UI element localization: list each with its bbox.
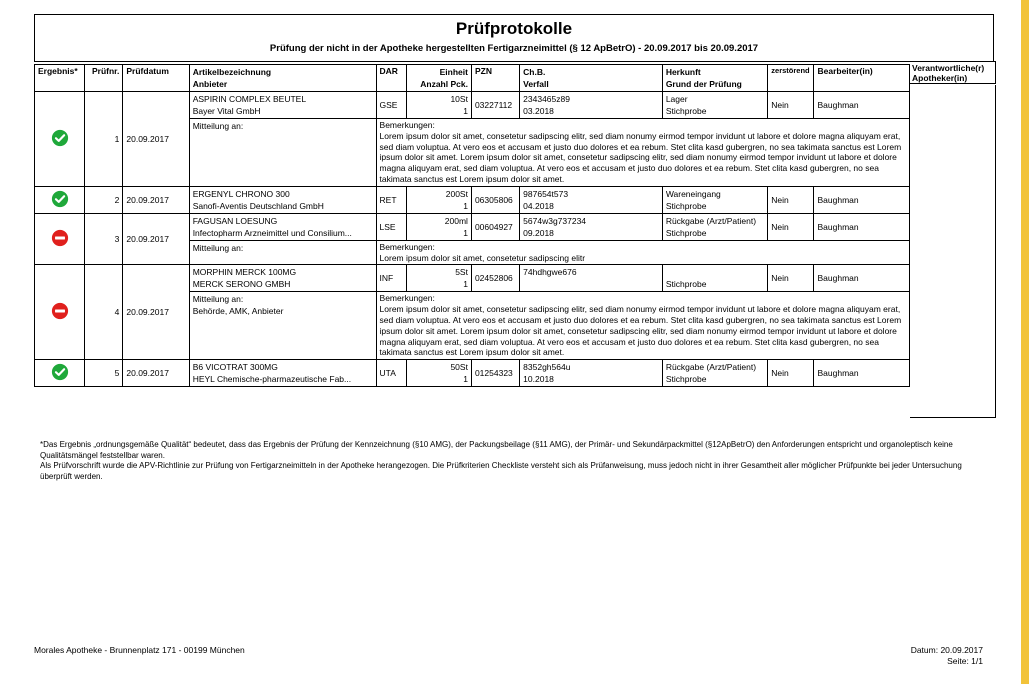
charge-cell: 74hdhgwe676 — [520, 265, 663, 292]
pruefnr-cell: 5 — [85, 360, 123, 387]
bearbeiter-cell: Baughman — [814, 265, 910, 292]
col-charge: Ch.B. Verfall — [520, 65, 663, 92]
zerstoerend-cell: Nein — [768, 265, 814, 292]
table-row — [35, 360, 910, 387]
check-circle-icon — [51, 139, 69, 149]
charge-cell: 987654t573 04.2018 — [520, 186, 663, 213]
check-circle-icon — [51, 373, 69, 383]
herkunft-cell: Lager Stichprobe — [662, 92, 767, 119]
einheit-cell: 50St 1 — [406, 360, 471, 387]
bemerkungen-label: Bemerkungen: — [379, 120, 435, 130]
pruefnr-cell: 2 — [85, 186, 123, 213]
bearbeiter-cell: Baughman — [814, 360, 910, 387]
artikel-name: ASPIRIN COMPLEX BEUTEL — [192, 94, 307, 104]
footer-date: Datum: 20.09.2017 — [910, 645, 983, 655]
pruefdatum-cell: 20.09.2017 — [123, 213, 189, 265]
bemerkungen-label: Bemerkungen: — [379, 293, 435, 304]
artikel-name: FAGUSAN LOESUNG — [192, 215, 278, 226]
artikel-name: ERGENYL CHRONO 300 — [192, 188, 290, 199]
col-pruefnr: Prüfnr. — [85, 65, 123, 92]
pruefdatum-cell: 20.09.2017 — [123, 360, 189, 387]
col-dar: DAR — [376, 65, 406, 92]
col-herkunft: Herkunft Grund der Prüfung — [662, 65, 767, 92]
pzn-cell: 01254323 — [471, 360, 519, 387]
col-verantwortlich: Verantwortliche(r) Apotheker(in) — [910, 61, 996, 84]
mitteilung-cell — [189, 292, 376, 360]
dar-cell: INF — [376, 265, 406, 292]
col-ergebnis: Ergebnis* — [35, 65, 85, 92]
artikel-name: B6 VICOTRAT 300MG — [192, 362, 278, 373]
pzn-cell: 02452806 — [471, 265, 519, 292]
col-bearbeiter: Bearbeiter(in) — [814, 65, 910, 92]
protocol-table — [34, 64, 910, 387]
bearbeiter-cell: Baughman — [814, 92, 910, 119]
table-header — [35, 65, 910, 92]
result-cell — [35, 186, 85, 213]
artikel-cell — [189, 360, 376, 387]
herkunft-cell: Rückgabe (Arzt/Patient) Stichprobe — [662, 360, 767, 387]
mitteilung-label: Mitteilung an: — [192, 242, 244, 253]
einheit-cell: 200ml 1 — [406, 213, 471, 240]
anbieter-name: Sanofi-Aventis Deutschland GmbH — [192, 200, 324, 211]
herkunft-cell: Wareneingang Stichprobe — [662, 186, 767, 213]
pruefnr-cell: 3 — [85, 213, 123, 265]
pzn-cell: 06305806 — [471, 186, 519, 213]
anbieter-name: Bayer Vital GmbH — [192, 106, 261, 116]
footer-page: Seite: 1/1 — [947, 656, 983, 666]
anbieter-name: Infectopharm Arzneimittel und Consilium... — [192, 227, 352, 238]
bemerkungen-value: Lorem ipsum dolor sit amet, consetetur sadipscing elitr, sed diam nonumy eirmod tempor invidunt ut labore et dolore magna aliquyam erat, sed diam voluptua. At vero eos et accusam et justo duo dolores et ea rebum. Stet clita kasd gubergren, no sea takimata sanctus est Lorem ipsum dolor sit amet. Lorem ipsum dolor sit amet, consetetur sadipscing elitr, sed diam nonumy eirmod tempor invidunt ut labore et dolore magna aliquyam erat, sed diam voluptua. At vero eos et accusam et justo duo dolores et ea rebum. Stet clita kasd gubergren, no sea takimata sanctus est Lorem ipsum dolor sit amet. — [379, 130, 902, 184]
zerstoerend-cell: Nein — [768, 213, 814, 240]
col-pzn: PZN — [471, 65, 519, 92]
zerstoerend-cell: Nein — [768, 360, 814, 387]
bemerkungen-cell — [376, 119, 909, 187]
zerstoerend-cell: Nein — [768, 92, 814, 119]
mitteilung-cell — [189, 240, 376, 265]
bemerkungen-value: Lorem ipsum dolor sit amet, consetetur sadipscing elitr, sed diam nonumy eirmod tempor invidunt ut labore et dolore magna aliquyam erat, sed diam voluptua. At vero eos et accusam et justo duo dolores et ea rebum. Stet clita kasd gubergren, no sea takimata sanctus est Lorem ipsum dolor sit amet. Lorem ipsum dolor sit amet, consetetur sadipscing elitr, sed diam nonumy eirmod tempor invidunt ut labore et dolore magna aliquyam erat, sed diam voluptua. At vero eos et accusam et justo duo dolores et ea rebum. Stet clita kasd gubergren, no sea takimata sanctus est Lorem ipsum dolor sit amet. — [379, 304, 902, 358]
footnote — [40, 440, 990, 482]
page-subtitle: Prüfung der nicht in der Apotheke hergestellten Fertigarzneimittel (§ 12 ApBetrO) - 20.09.2017 bis 20.09.2017 — [269, 43, 759, 54]
result-cell — [35, 213, 85, 265]
col-zerstoerend: zerstörend — [768, 65, 814, 92]
anbieter-name: MERCK SERONO GMBH — [192, 279, 291, 290]
table-row — [35, 213, 910, 240]
bearbeiter-cell: Baughman — [814, 186, 910, 213]
dar-cell: RET — [376, 186, 406, 213]
artikel-cell — [189, 213, 376, 240]
mitteilung-label: Mitteilung an: — [192, 294, 244, 305]
footnote-guideline: Als Prüfvorschrift wurde die APV-Richtlinie zur Prüfung von Fertigarzneimitteln in der Apotheke herangezogen. Die Prüfkriterien Checkliste versteht sich als Prüfanweisung, muss jedoch nicht in ihrer Gesamtheit aller möglicher Prüfpunkte bei jeder Untersuchung überprüft werden. — [40, 461, 962, 481]
window-edge — [1021, 0, 1029, 684]
no-entry-icon — [51, 312, 69, 322]
col-pruefdatum: Prüfdatum — [123, 65, 189, 92]
title-box — [34, 14, 994, 62]
footer-address: Morales Apotheke - Brunnenplatz 171 - 00199 München — [34, 645, 245, 655]
herkunft-cell: Stichprobe — [662, 265, 767, 292]
charge-cell: 8352gh564u 10.2018 — [520, 360, 663, 387]
result-cell — [35, 92, 85, 187]
col-artikel: Artikelbezeichnung Anbieter — [189, 65, 376, 92]
pruefnr-cell: 1 — [85, 92, 123, 187]
pzn-cell: 03227112 — [471, 92, 519, 119]
footnote-quality: *Das Ergebnis „ordnungsgemäße Qualität“ bedeutet, dass das Ergebnis der Prüfung der Kennzeichnung (§10 AMG), der Packungsbeilage (§11 AMG), der Primär- und Sekundärpackmittel (§12ApBetrO) den Anforderungen entspricht und organoleptisch keine Qualitätsmängel feststellbar waren. — [40, 440, 953, 460]
einheit-cell: 10St 1 — [406, 92, 471, 119]
bemerkungen-value: Lorem ipsum dolor sit amet, consetetur sadipscing elitr — [379, 252, 586, 263]
artikel-cell — [189, 92, 376, 119]
artikel-name: MORPHIN MERCK 100MG — [192, 267, 297, 278]
page-title: Prüfprotokolle — [455, 19, 573, 38]
zerstoerend-cell: Nein — [768, 186, 814, 213]
pruefdatum-cell: 20.09.2017 — [123, 265, 189, 360]
bemerkungen-label: Bemerkungen: — [379, 241, 435, 252]
pruefdatum-cell: 20.09.2017 — [123, 92, 189, 187]
dar-cell: LSE — [376, 213, 406, 240]
table-row — [35, 186, 910, 213]
result-cell — [35, 360, 85, 387]
bemerkungen-cell — [376, 240, 909, 265]
pzn-cell: 00604927 — [471, 213, 519, 240]
table-row — [35, 265, 910, 292]
dar-cell: GSE — [376, 92, 406, 119]
charge-cell: 5674w3g737234 09.2018 — [520, 213, 663, 240]
footer-meta — [911, 645, 983, 667]
artikel-cell — [189, 265, 376, 292]
report-page — [34, 14, 994, 387]
pruefdatum-cell: 20.09.2017 — [123, 186, 189, 213]
col-einheit: Einheit Anzahl Pck. — [406, 65, 471, 92]
mitteilung-cell — [189, 119, 376, 187]
check-circle-icon — [51, 200, 69, 210]
bemerkungen-cell — [376, 292, 909, 360]
verantwortlich-column — [910, 85, 996, 418]
mitteilung-label: Mitteilung an: — [192, 121, 244, 131]
einheit-cell: 5St 1 — [406, 265, 471, 292]
anbieter-name: HEYL Chemische-pharmazeutische Fab... — [192, 374, 352, 385]
artikel-cell — [189, 186, 376, 213]
pruefnr-cell: 4 — [85, 265, 123, 360]
bearbeiter-cell: Baughman — [814, 213, 910, 240]
herkunft-cell: Rückgabe (Arzt/Patient) Stichprobe — [662, 213, 767, 240]
dar-cell: UTA — [376, 360, 406, 387]
einheit-cell: 200St 1 — [406, 186, 471, 213]
result-cell — [35, 265, 85, 360]
no-entry-icon — [51, 239, 69, 249]
charge-cell: 2343465z89 03.2018 — [520, 92, 663, 119]
mitteilung-value: Behörde, AMK, Anbieter — [192, 306, 284, 317]
table-row — [35, 92, 910, 119]
